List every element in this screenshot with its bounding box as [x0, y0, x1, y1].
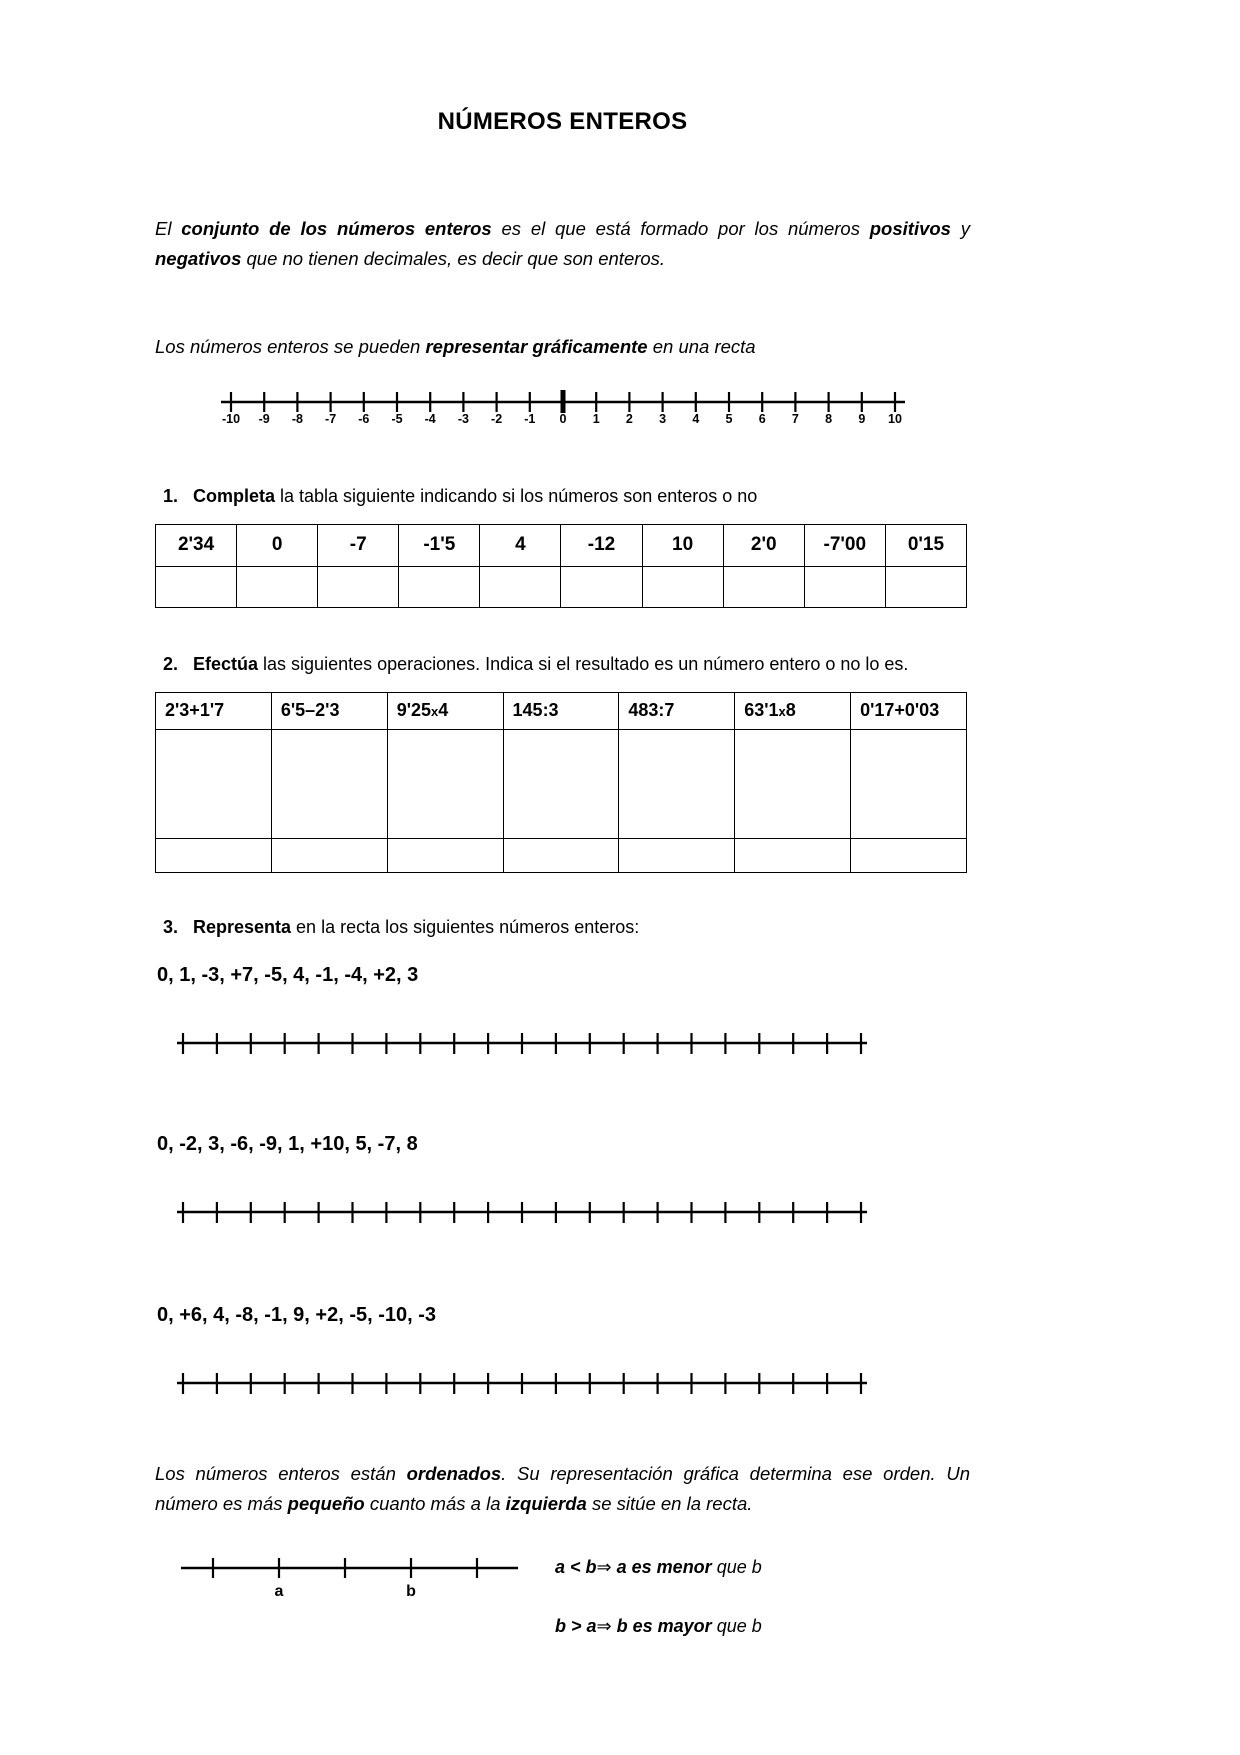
- exercise-2-answer-cell[interactable]: [387, 838, 503, 872]
- exercise-2-work-cell[interactable]: [156, 729, 272, 838]
- exercise-2-work-cell[interactable]: [271, 729, 387, 838]
- ab-number-line-svg: [177, 1553, 522, 1583]
- relation-1-rhs-plain: que b: [711, 1556, 762, 1577]
- labeled-number-line: [213, 382, 913, 434]
- exercise-1-heading: [155, 486, 970, 507]
- number-line-tick-label: 2: [625, 411, 633, 426]
- page-title: NÚMEROS ENTEROS: [437, 108, 688, 135]
- exercise-2-number: 2.: [163, 653, 179, 674]
- implies-icon: ⇒: [596, 1615, 612, 1636]
- exercise-1-answer-cell[interactable]: [561, 566, 642, 607]
- exercise-2-work-cell[interactable]: [619, 729, 735, 838]
- exercise-3-heading: [155, 917, 970, 938]
- ab-comparison-section: [155, 1553, 970, 1637]
- intro-text-2: es el que está formado por los números: [491, 218, 870, 239]
- ab-number-line: [177, 1553, 537, 1633]
- exercise-2-heading: [155, 654, 970, 675]
- exercise-1-bold: Completa: [193, 485, 276, 506]
- exercise-1-answer-cell[interactable]: [237, 566, 318, 607]
- exercise-2-answer-cell[interactable]: [619, 838, 735, 872]
- exercise-1-text: [193, 486, 970, 507]
- intro-bold-positivos: positivos: [869, 218, 951, 239]
- table-row: [156, 524, 967, 566]
- ordering-bold-izquierda: izquierda: [505, 1492, 587, 1514]
- number-line-tick-label: 7: [791, 411, 799, 426]
- exercise-3-set-2: 0, -2, 3, -6, -9, 1, +10, 5, -7, 8: [157, 1132, 418, 1155]
- exercise-2-answer-cell[interactable]: [735, 838, 851, 872]
- exercise-3-set-3: 0, +6, 4, -8, -1, 9, +2, -5, -10, -3: [157, 1303, 437, 1326]
- relation-2-rhs-plain: que b: [711, 1615, 762, 1636]
- exercise-2-work-cell[interactable]: [735, 729, 851, 838]
- exercise-1-value-cell: 2'34: [156, 524, 237, 566]
- exercise-2-answer-cell[interactable]: [851, 838, 967, 872]
- number-line-tick-label: -5: [391, 411, 403, 426]
- ordering-part3: cuanto más a la: [364, 1492, 506, 1514]
- ordering-part4: se sitúe en la recta.: [586, 1492, 753, 1514]
- exercise-2-work-cell[interactable]: [387, 729, 503, 838]
- exercise-1-value-cell: 10: [642, 524, 723, 566]
- blank-number-line-svg: [177, 1369, 867, 1399]
- exercise-1-value-cell: -7: [318, 524, 399, 566]
- blank-number-line-1[interactable]: [177, 1029, 867, 1063]
- blank-number-line-svg: [177, 1198, 867, 1228]
- exercise-2-operation-cell: 9'25x4: [387, 692, 503, 729]
- relation-1-lhs: a < b: [555, 1556, 597, 1577]
- exercise-1-value-cell: 4: [480, 524, 561, 566]
- number-line-svg: [213, 382, 913, 416]
- ordering-part2: . Su representación gráfica determina ese orden. Un número es más: [155, 1462, 970, 1514]
- exercise-1-answer-cell[interactable]: [804, 566, 885, 607]
- number-line-tick-label: -1: [524, 411, 536, 426]
- intro-paragraph: [155, 214, 970, 274]
- number-line-tick-label: -8: [291, 411, 303, 426]
- exercise-1-value-cell: -1'5: [399, 524, 480, 566]
- exercise-2-operation-cell: 0'17+0'03: [851, 692, 967, 729]
- intro-text-4: que no tienen decimales, es decir que son enteros.: [241, 247, 666, 269]
- number-line-tick-label: -7: [325, 411, 337, 426]
- exercise-2-answer-cell[interactable]: [271, 838, 387, 872]
- blank-number-line-svg: [177, 1029, 867, 1059]
- relation-b-greater-a: [555, 1616, 762, 1637]
- ordering-bold-ordenados: ordenados: [406, 1462, 502, 1484]
- number-line-tick-label: 9: [858, 411, 866, 426]
- implies-icon: ⇒: [596, 1556, 612, 1577]
- relation-2-lhs: b > a: [555, 1615, 597, 1636]
- number-line-tick-label: -10: [221, 411, 241, 426]
- number-line-tick-label: 6: [758, 411, 766, 426]
- exercise-1-value-cell: 2'0: [723, 524, 804, 566]
- intro-text-3: y: [950, 218, 970, 239]
- exercise-1-answer-cell[interactable]: [480, 566, 561, 607]
- exercise-1-answer-cell[interactable]: [318, 566, 399, 607]
- exercise-2-operation-cell: 2'3+1'7: [156, 692, 272, 729]
- ordering-bold-pequeno: pequeño: [287, 1492, 365, 1514]
- number-line-tick-label: -4: [424, 411, 436, 426]
- exercise-2-answer-cell[interactable]: [156, 838, 272, 872]
- exercise-1-answer-cell[interactable]: [885, 566, 966, 607]
- exercise-3-set-1: 0, 1, -3, +7, -5, 4, -1, -4, +2, 3: [157, 963, 419, 986]
- exercise-2-bold: Efectúa: [193, 653, 259, 674]
- graphic-intro-part1: Los números enteros se pueden: [155, 335, 426, 357]
- exercise-1-answer-cell[interactable]: [723, 566, 804, 607]
- number-line-tick-label: 1: [592, 411, 600, 426]
- table-row: [156, 729, 967, 838]
- blank-number-line-3[interactable]: [177, 1369, 867, 1403]
- exercise-2-operation-cell: 483:7: [619, 692, 735, 729]
- ab-point-label-a: a: [274, 1582, 284, 1600]
- exercise-2-rest: las siguientes operaciones. Indica si el resultado es un número entero o no lo es.: [258, 653, 909, 674]
- exercise-3-text: [193, 917, 970, 938]
- number-line-tick-label: 10: [888, 411, 902, 426]
- exercise-3-rest: en la recta los siguientes números enteros:: [291, 916, 640, 937]
- ordering-part1: Los números enteros están: [155, 1462, 407, 1484]
- exercise-1-answer-cell[interactable]: [156, 566, 237, 607]
- intro-bold-conjunto: conjunto de los números enteros: [181, 218, 492, 239]
- relation-1-rhs-bold: a es menor: [616, 1556, 712, 1577]
- graphic-intro-paragraph: [155, 332, 970, 362]
- relation-2-rhs-bold: b es mayor: [616, 1615, 712, 1636]
- number-line-tick-label: 5: [725, 411, 733, 426]
- exercise-1-value-cell: 0: [237, 524, 318, 566]
- exercise-2-operation-cell: 145:3: [503, 692, 619, 729]
- exercise-1-value-cell: -12: [561, 524, 642, 566]
- intro-text-plain: El: [155, 218, 182, 239]
- exercise-2-operation-cell: 63'1x8: [735, 692, 851, 729]
- exercise-1-answer-cell[interactable]: [642, 566, 723, 607]
- table-row: [156, 566, 967, 607]
- blank-number-line-2[interactable]: [177, 1198, 867, 1232]
- exercise-1-table: [155, 524, 967, 608]
- exercise-2-work-cell[interactable]: [851, 729, 967, 838]
- exercise-2-table: [155, 692, 967, 873]
- ab-point-label-b: b: [406, 1582, 416, 1600]
- page-content: [155, 0, 970, 1637]
- graphic-intro-part2: en una recta: [647, 335, 756, 357]
- exercise-1-value-cell: -7'00: [804, 524, 885, 566]
- exercise-2-operation-cell: 6'5–2'3: [271, 692, 387, 729]
- ab-relations: [555, 1553, 762, 1637]
- exercise-3-bold: Representa: [193, 916, 292, 937]
- exercise-1-answer-cell[interactable]: [399, 566, 480, 607]
- exercise-3-number: 3.: [163, 916, 179, 937]
- exercise-1-number: 1.: [163, 485, 179, 506]
- exercise-2-work-cell[interactable]: [503, 729, 619, 838]
- exercise-2-answer-cell[interactable]: [503, 838, 619, 872]
- relation-a-less-b: [555, 1557, 762, 1578]
- graphic-intro-bold: representar gráficamente: [425, 335, 648, 357]
- number-line-tick-label: 0: [559, 411, 567, 426]
- number-line-tick-label: 4: [692, 411, 700, 426]
- ordering-paragraph: [155, 1459, 970, 1519]
- number-line-tick-label: -6: [358, 411, 370, 426]
- table-row: [156, 692, 967, 729]
- table-row: [156, 838, 967, 872]
- exercise-1-rest: la tabla siguiente indicando si los números son enteros o no: [275, 485, 758, 506]
- exercise-1-value-cell: 0'15: [885, 524, 966, 566]
- number-line-tick-label: 3: [659, 411, 667, 426]
- number-line-tick-label: -2: [491, 411, 503, 426]
- number-line-tick-label: 8: [825, 411, 833, 426]
- number-line-tick-label: -3: [457, 411, 469, 426]
- exercise-2-text: [193, 654, 970, 675]
- intro-bold-negativos: negativos: [155, 247, 242, 269]
- number-line-tick-label: -9: [258, 411, 270, 426]
